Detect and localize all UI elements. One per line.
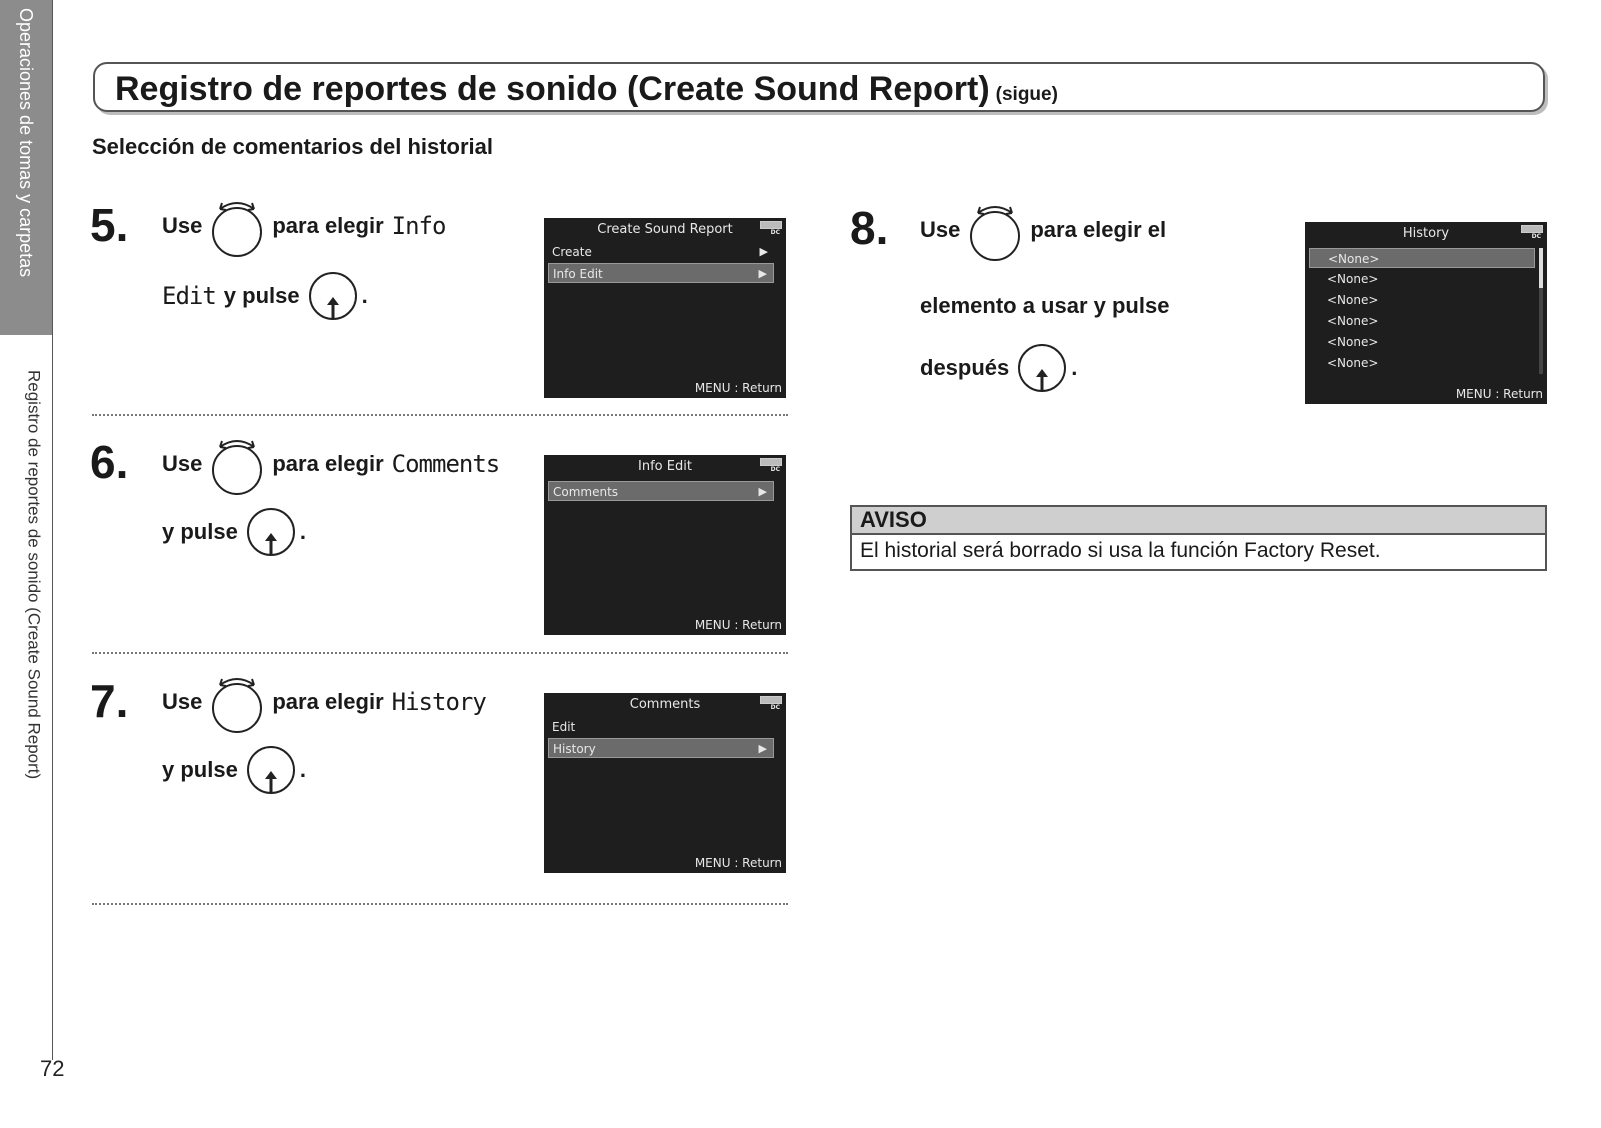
step-divider bbox=[92, 903, 788, 905]
page-title bbox=[115, 70, 1058, 109]
step-divider bbox=[92, 652, 788, 654]
period: . bbox=[299, 757, 306, 782]
arrow-right-icon: ▶ bbox=[759, 245, 768, 258]
battery-icon: DC bbox=[758, 221, 782, 235]
history-item-label: <None> bbox=[1327, 314, 1379, 328]
step-number: 5. bbox=[90, 199, 129, 251]
history-item-label: <None> bbox=[1327, 293, 1379, 307]
screen-title: Create Sound Report bbox=[597, 222, 733, 237]
arrow-right-icon: ▶ bbox=[758, 742, 767, 755]
press-button-icon bbox=[1017, 343, 1067, 393]
screen-title: Comments bbox=[629, 697, 701, 712]
page-number: 72 bbox=[40, 1056, 65, 1081]
arrow-right-icon: ▶ bbox=[758, 267, 767, 280]
menu-item-label: Info Edit bbox=[553, 267, 603, 281]
step-text-line bbox=[162, 268, 368, 324]
use-text: Use bbox=[162, 213, 203, 238]
warning-text: El historial será borrado si usa la función Factory Reset. bbox=[860, 539, 1381, 562]
step-text-line bbox=[162, 434, 499, 494]
para-text: para elegir bbox=[272, 451, 384, 476]
device-screen bbox=[544, 693, 786, 873]
menu-item-label: Edit bbox=[552, 720, 576, 734]
dial-icon bbox=[210, 675, 264, 729]
menu-item-selected[interactable] bbox=[548, 481, 774, 501]
use-text: Use bbox=[920, 217, 961, 242]
history-item[interactable] bbox=[1309, 353, 1535, 373]
history-item-selected[interactable] bbox=[1309, 248, 1535, 268]
period: . bbox=[299, 519, 306, 544]
menu-target: History bbox=[391, 688, 486, 716]
menu-item-selected[interactable] bbox=[548, 263, 774, 283]
menu-target: Info bbox=[391, 212, 446, 240]
warning-box bbox=[850, 505, 1547, 571]
screen-title: History bbox=[1402, 226, 1450, 241]
history-item-label: <None> bbox=[1328, 252, 1380, 266]
arrow-right-icon: ▶ bbox=[758, 485, 767, 498]
use-text: Use bbox=[162, 451, 203, 476]
history-item-label: <None> bbox=[1327, 335, 1379, 349]
pulse-text: y pulse bbox=[223, 283, 300, 308]
step-text-line bbox=[162, 196, 445, 256]
period: . bbox=[1071, 355, 1078, 380]
para-text: para elegir el bbox=[1030, 217, 1167, 242]
dial-icon bbox=[210, 437, 264, 491]
history-item[interactable] bbox=[1309, 332, 1535, 352]
scrollbar-thumb[interactable] bbox=[1539, 248, 1543, 288]
menu-item[interactable] bbox=[548, 717, 774, 737]
step-number: 8. bbox=[850, 202, 889, 254]
pulse-text: y pulse bbox=[162, 519, 238, 544]
section-tab-label: Registro de reportes de sonido (Create Sound Report) bbox=[24, 370, 44, 780]
step-text-line: elemento a usar y pulse bbox=[920, 293, 1170, 318]
history-item[interactable] bbox=[1309, 269, 1535, 289]
battery-icon: DC bbox=[758, 696, 782, 710]
screen-footer: MENU : Return bbox=[694, 381, 782, 395]
chapter-tab bbox=[0, 0, 52, 335]
device-screen bbox=[544, 455, 786, 635]
press-button-icon bbox=[246, 745, 296, 795]
battery-icon: DC bbox=[1519, 225, 1543, 239]
dial-icon bbox=[968, 203, 1022, 257]
menu-item-label: History bbox=[553, 742, 596, 756]
step-number: 6. bbox=[90, 436, 129, 488]
para-text: para elegir bbox=[272, 213, 384, 238]
history-item[interactable] bbox=[1309, 290, 1535, 310]
menu-item-selected[interactable] bbox=[548, 738, 774, 758]
screen-footer: MENU : Return bbox=[694, 618, 782, 632]
step-divider bbox=[92, 414, 788, 416]
side-divider bbox=[52, 0, 53, 1060]
press-button-icon bbox=[246, 507, 296, 557]
scrollbar[interactable] bbox=[1539, 248, 1543, 374]
step-text-line bbox=[162, 672, 486, 732]
menu-target: Comments bbox=[391, 450, 500, 478]
press-button-icon bbox=[308, 271, 358, 321]
warning-title: AVISO bbox=[852, 507, 1545, 535]
page-header bbox=[93, 62, 1545, 112]
menu-item-label: Create bbox=[552, 245, 592, 259]
use-text: Use bbox=[162, 689, 203, 714]
step-text-line bbox=[162, 504, 306, 560]
step-text-line bbox=[162, 742, 306, 798]
dial-icon bbox=[210, 199, 264, 253]
screen-footer: MENU : Return bbox=[694, 856, 782, 870]
menu-item-label: Comments bbox=[553, 485, 619, 499]
device-screen bbox=[544, 218, 786, 398]
history-item-label: <None> bbox=[1327, 272, 1379, 286]
menu-target: Edit bbox=[162, 282, 216, 310]
menu-item[interactable] bbox=[548, 242, 774, 262]
history-item[interactable] bbox=[1309, 311, 1535, 331]
para-text: para elegir bbox=[272, 689, 384, 714]
pulse-text: y pulse bbox=[162, 757, 238, 782]
section-title: Selección de comentarios del historial bbox=[92, 134, 494, 159]
battery-icon: DC bbox=[758, 458, 782, 472]
history-item-label: <None> bbox=[1327, 356, 1379, 370]
despues-text: después bbox=[920, 355, 1010, 380]
chapter-tab-label: Operaciones de tomas y carpetas bbox=[16, 8, 36, 278]
step-text-line bbox=[920, 340, 1077, 396]
screen-title: Info Edit bbox=[638, 459, 692, 474]
screen-footer: MENU : Return bbox=[1455, 387, 1543, 401]
period: . bbox=[361, 283, 368, 308]
step-text-line bbox=[920, 200, 1166, 260]
device-screen bbox=[1305, 222, 1547, 404]
step-number: 7. bbox=[90, 675, 129, 727]
page-title-suffix: (sigue) bbox=[995, 84, 1058, 105]
page-title-text: Registro de reportes de sonido (Create Sound Report) bbox=[115, 70, 990, 108]
